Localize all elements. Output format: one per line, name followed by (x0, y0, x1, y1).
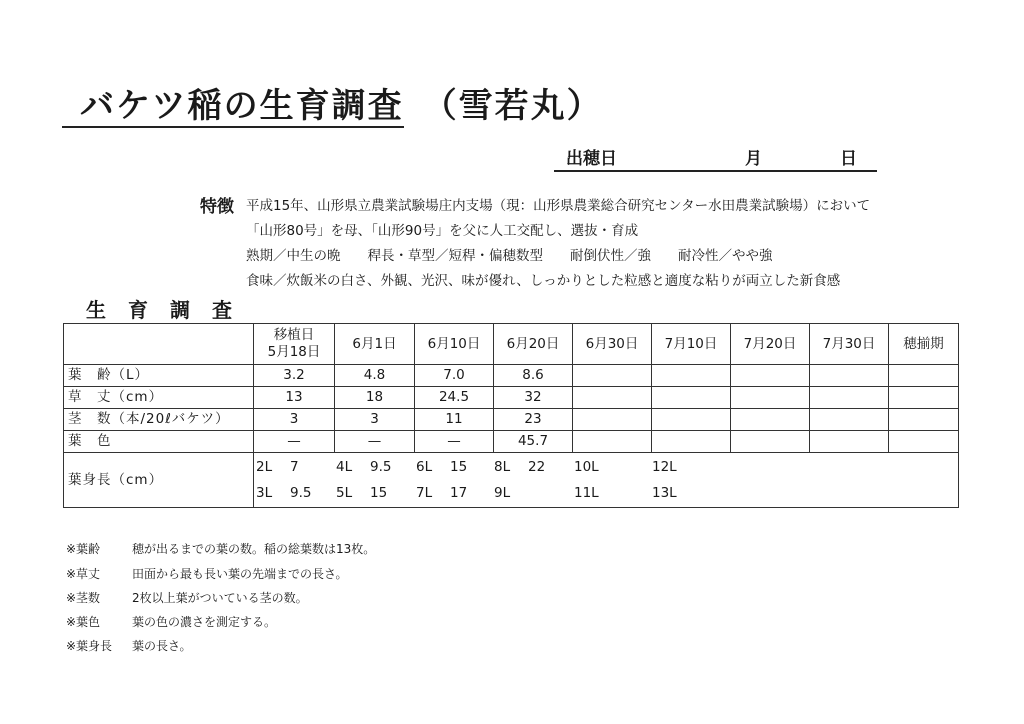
table-cell (810, 409, 889, 431)
leaf-item: 7L 17 (416, 485, 468, 501)
table-cell: 11 (415, 409, 494, 431)
table-cell: 3.2 (254, 365, 335, 387)
feature-line: 食味／炊飯米の白さ、外観、光沢、味が優れ、しっかりとした粒感と適度な粘りが両立した新食感 (246, 273, 841, 289)
table-cell (810, 431, 889, 453)
page-title: バケツ稲の生育調査 （雪若丸） (80, 86, 603, 126)
table-cell: 4.8 (335, 365, 415, 387)
header-cell: 7月20日 (731, 324, 810, 365)
footnote: ※葉色 葉の色の濃さを測定する。 (66, 615, 277, 629)
leaf-item: 10L (574, 459, 599, 475)
header-cell: 7月30日 (810, 324, 889, 365)
title-underline (62, 126, 404, 128)
header-corner (64, 324, 254, 365)
leaf-item: 2L 7 (256, 459, 299, 475)
header-cell: 6月1日 (335, 324, 415, 365)
table-cell (652, 409, 731, 431)
table-row (64, 409, 959, 431)
heading-day-label: 日 (840, 149, 857, 169)
leaf-length-row (64, 453, 959, 508)
table-cell: 32 (494, 387, 573, 409)
leaf-length-grid (254, 453, 958, 507)
table-cell: 13 (254, 387, 335, 409)
table-cell (731, 387, 810, 409)
leaf-length-cell (254, 453, 959, 508)
header-cell: 移植日 5月18日 (254, 324, 335, 365)
table-cell: 8.6 (494, 365, 573, 387)
features-label: 特徴 (200, 197, 234, 217)
table-cell (731, 409, 810, 431)
leaf-item: 5L 15 (336, 485, 388, 501)
table-cell: 3 (335, 409, 415, 431)
table-cell: 24.5 (415, 387, 494, 409)
row-label: 葉身長（cm） (64, 453, 254, 508)
row-label: 葉 色 (64, 431, 254, 453)
leaf-item: 11L (574, 485, 599, 501)
table-cell (731, 431, 810, 453)
table-cell: — (335, 431, 415, 453)
table-cell: 18 (335, 387, 415, 409)
table-row (64, 365, 959, 387)
leaf-item: 9L (494, 485, 511, 501)
footnote: ※草丈 田面から最も長い葉の先端までの長さ。 (66, 567, 348, 581)
table-row (64, 431, 959, 453)
leaf-item: 12L (652, 459, 677, 475)
header-cell: 穂揃期 (889, 324, 959, 365)
table-cell (573, 387, 652, 409)
table-cell: 3 (254, 409, 335, 431)
heading-month-label: 月 (745, 149, 762, 169)
header-cell: 6月20日 (494, 324, 573, 365)
table-cell: — (415, 431, 494, 453)
table-row (64, 387, 959, 409)
table-header-row (64, 324, 959, 365)
footnote: ※茎数 2枚以上葉がついている茎の数。 (66, 591, 308, 605)
table-cell: 23 (494, 409, 573, 431)
table-cell (889, 365, 959, 387)
table-cell (889, 409, 959, 431)
table-cell (889, 431, 959, 453)
leaf-item: 13L (652, 485, 677, 501)
growth-survey-table (63, 323, 959, 508)
table-cell (652, 431, 731, 453)
heading-underline (554, 170, 877, 172)
table-cell: — (254, 431, 335, 453)
section-title: 生育調査 (86, 298, 254, 322)
table-cell (652, 365, 731, 387)
leaf-item: 8L 22 (494, 459, 546, 475)
footnote: ※葉齢 穂が出るまでの葉の数。稲の総葉数は13枚。 (66, 542, 376, 556)
table-cell (810, 365, 889, 387)
feature-line: 「山形80号」を母、「山形90号」を父に人工交配し、選抜・育成 (246, 223, 639, 239)
table-cell (810, 387, 889, 409)
table-cell (573, 431, 652, 453)
heading-date-label: 出穂日 (566, 149, 617, 169)
table-cell (731, 365, 810, 387)
feature-line: 熟期／中生の晩 稈長・草型／短稈・偏穂数型 耐倒伏性／強 耐冷性／やや強 (246, 248, 773, 264)
table-cell (573, 365, 652, 387)
leaf-item: 3L 9.5 (256, 485, 312, 501)
table-cell (652, 387, 731, 409)
table-cell: 7.0 (415, 365, 494, 387)
leaf-item: 6L 15 (416, 459, 468, 475)
row-label: 茎 数（本/20ℓバケツ） (64, 409, 254, 431)
header-cell: 7月10日 (652, 324, 731, 365)
footnote: ※葉身長 葉の長さ。 (66, 639, 192, 653)
table-cell (889, 387, 959, 409)
row-label: 草 丈（cm） (64, 387, 254, 409)
table-cell: 45.7 (494, 431, 573, 453)
feature-line: 平成15年、山形県立農業試験場庄内支場（現：山形県農業総合研究センター水田農業試験場）において (246, 198, 871, 214)
header-cell: 6月10日 (415, 324, 494, 365)
row-label: 葉 齢（L） (64, 365, 254, 387)
leaf-item: 4L 9.5 (336, 459, 392, 475)
table-cell (573, 409, 652, 431)
header-cell: 6月30日 (573, 324, 652, 365)
